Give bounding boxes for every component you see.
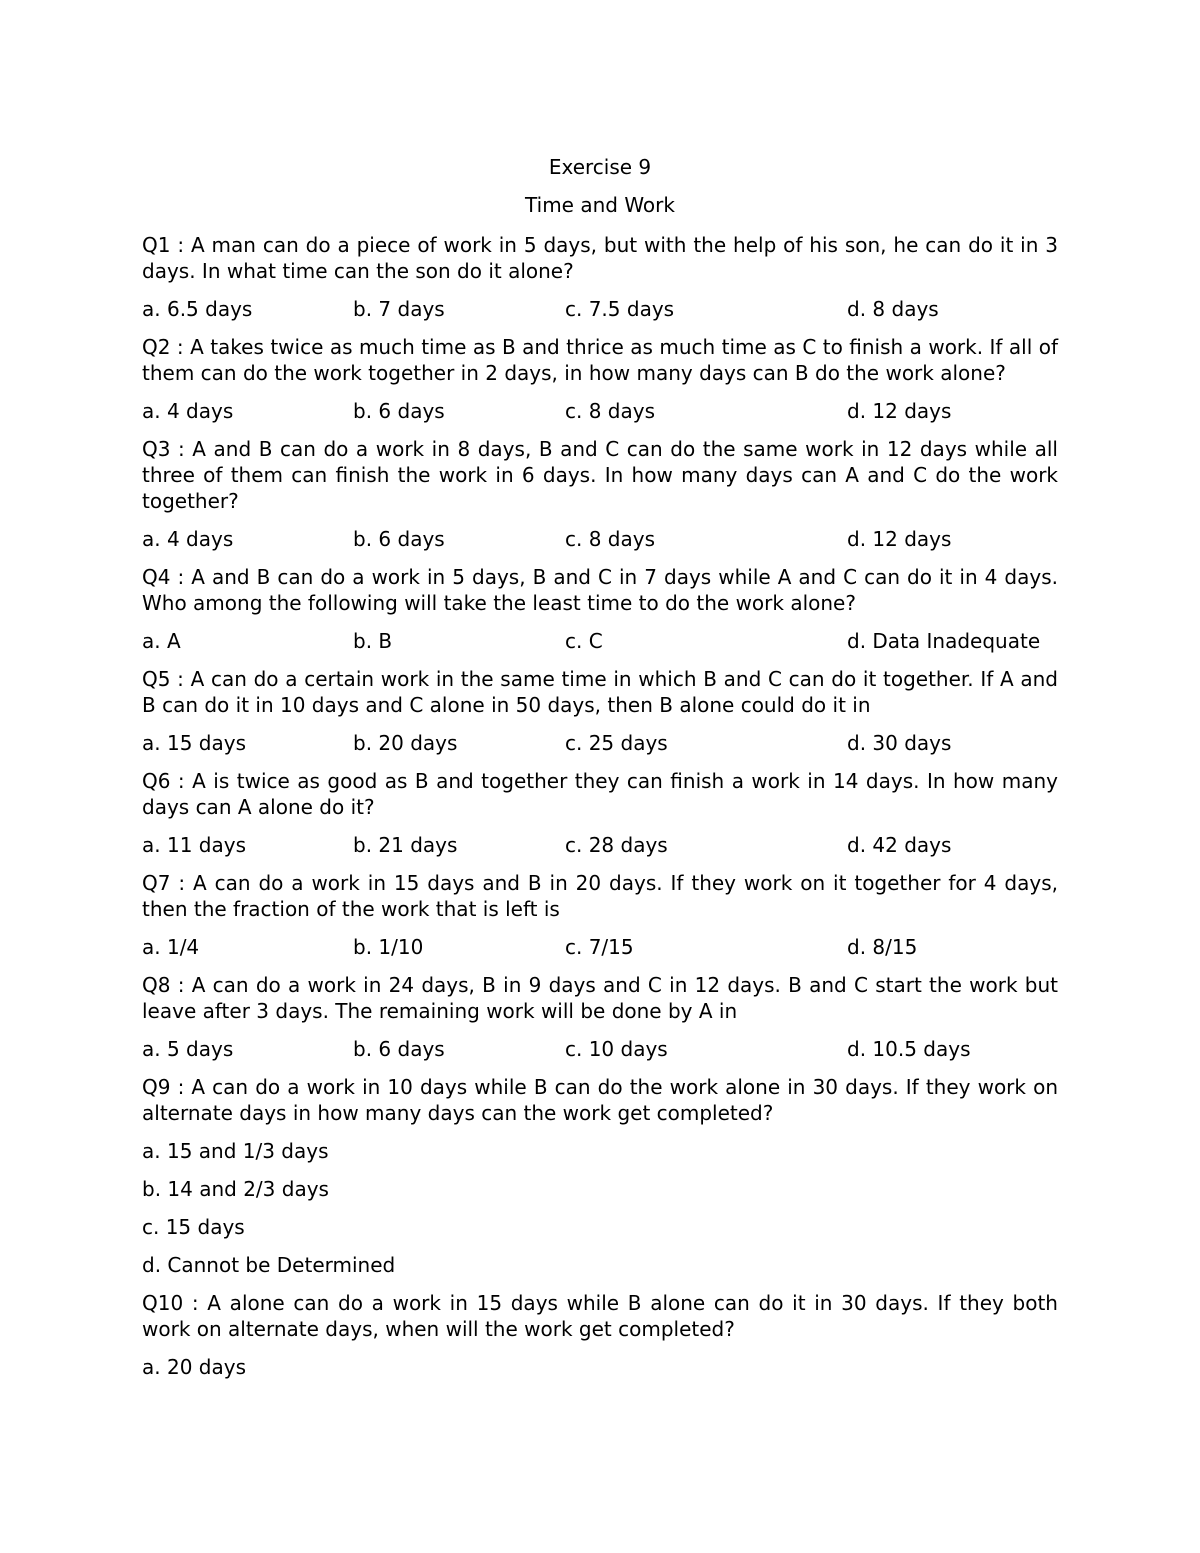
question-9 [142, 1074, 1058, 1278]
option-d: d. Data Inadequate [847, 629, 1041, 653]
document-page [142, 150, 1058, 1392]
options-row [142, 1036, 1058, 1062]
question-text: Q9 : A can do a work in 10 days while B can do the work alone in 30 days. If they work on alternate days in how many days can the work get completed? [142, 1075, 1058, 1125]
option-c: c. 25 days [565, 731, 668, 755]
question-6 [142, 768, 1058, 858]
option-b: b. 6 days [353, 527, 445, 551]
exercise-title: Exercise 9 [548, 155, 652, 179]
option-c: c. C [565, 629, 603, 653]
option-c: c. 8 days [565, 399, 655, 423]
option-b: b. 7 days [353, 297, 445, 321]
option-c: c. 7.5 days [565, 297, 675, 321]
option-c: c. 28 days [565, 833, 668, 857]
option-b: b. 20 days [353, 731, 458, 755]
option-b: b. 1/10 [353, 935, 424, 959]
option-c: c. 10 days [565, 1037, 668, 1061]
option-b: b. 14 and 2/3 days [142, 1177, 329, 1201]
question-text: Q4 : A and B can do a work in 5 days, B and C in 7 days while A and C can do it in 4 days. Who among the following will take the least time to do the work alone? [142, 565, 1058, 615]
option-b: b. 6 days [353, 399, 445, 423]
options-row [142, 628, 1058, 654]
question-text: Q2 : A takes twice as much time as B and thrice as much time as C to finish a work. If all of them can do the work together in 2 days, in how many days can B do the work alone? [142, 335, 1058, 385]
question-text: Q6 : A is twice as good as B and together they can finish a work in 14 days. In how many days can A alone do it? [142, 769, 1058, 819]
question-5 [142, 666, 1058, 756]
question-text: Q10 : A alone can do a work in 15 days while B alone can do it in 30 days. If they both work on alternate days, when will the work get completed? [142, 1291, 1058, 1341]
question-3 [142, 436, 1058, 552]
option-d: d. Cannot be Determined [142, 1253, 396, 1277]
option-b: b. 6 days [353, 1037, 445, 1061]
option-a: a. 15 and 1/3 days [142, 1139, 329, 1163]
question-text: Q1 : A man can do a piece of work in 5 days, but with the help of his son, he can do it in 3 days. In what time can the son do it alone? [142, 233, 1058, 283]
option-a: a. 11 days [142, 833, 246, 857]
options-row [142, 296, 1058, 322]
options-row [142, 526, 1058, 552]
option-b: b. 21 days [353, 833, 458, 857]
option-a: a. 4 days [142, 527, 234, 551]
option-a: a. 6.5 days [142, 297, 253, 321]
option-d: d. 30 days [847, 731, 952, 755]
question-text: Q5 : A can do a certain work in the same time in which B and C can do it together. If A and B can do it in 10 days and C alone in 50 days, then B alone could do it in [142, 667, 1058, 717]
option-a: a. 5 days [142, 1037, 234, 1061]
question-10 [142, 1290, 1058, 1380]
options-row [142, 398, 1058, 424]
options-row [142, 730, 1058, 756]
option-a: a. A [142, 629, 181, 653]
question-text: Q3 : A and B can do a work in 8 days, B and C can do the same work in 12 days while all three of them can finish the work in 6 days. In how many days can A and C do the work together? [142, 437, 1058, 513]
option-c: c. 15 days [142, 1215, 245, 1239]
option-d: d. 8/15 [847, 935, 918, 959]
option-a: a. 4 days [142, 399, 234, 423]
option-c: c. 7/15 [565, 935, 634, 959]
option-d: d. 12 days [847, 527, 952, 551]
question-8 [142, 972, 1058, 1062]
option-d: d. 42 days [847, 833, 952, 857]
question-2 [142, 334, 1058, 424]
question-1 [142, 232, 1058, 322]
question-text: Q8 : A can do a work in 24 days, B in 9 days and C in 12 days. B and C start the work but leave after 3 days. The remaining work will be done by A in [142, 973, 1058, 1023]
option-b: b. B [353, 629, 393, 653]
option-a: a. 15 days [142, 731, 246, 755]
question-4 [142, 564, 1058, 654]
option-a: a. 1/4 [142, 935, 200, 959]
question-text: Q7 : A can do a work in 15 days and B in 20 days. If they work on it together for 4 days, then the fraction of the work that is left is [142, 871, 1058, 921]
question-7 [142, 870, 1058, 960]
option-d: d. 12 days [847, 399, 952, 423]
option-c: c. 8 days [565, 527, 655, 551]
options-row [142, 934, 1058, 960]
options-row [142, 832, 1058, 858]
option-a: a. 20 days [142, 1355, 246, 1379]
option-d: d. 10.5 days [847, 1037, 971, 1061]
topic-subtitle: Time and Work [525, 193, 675, 217]
option-d: d. 8 days [847, 297, 939, 321]
